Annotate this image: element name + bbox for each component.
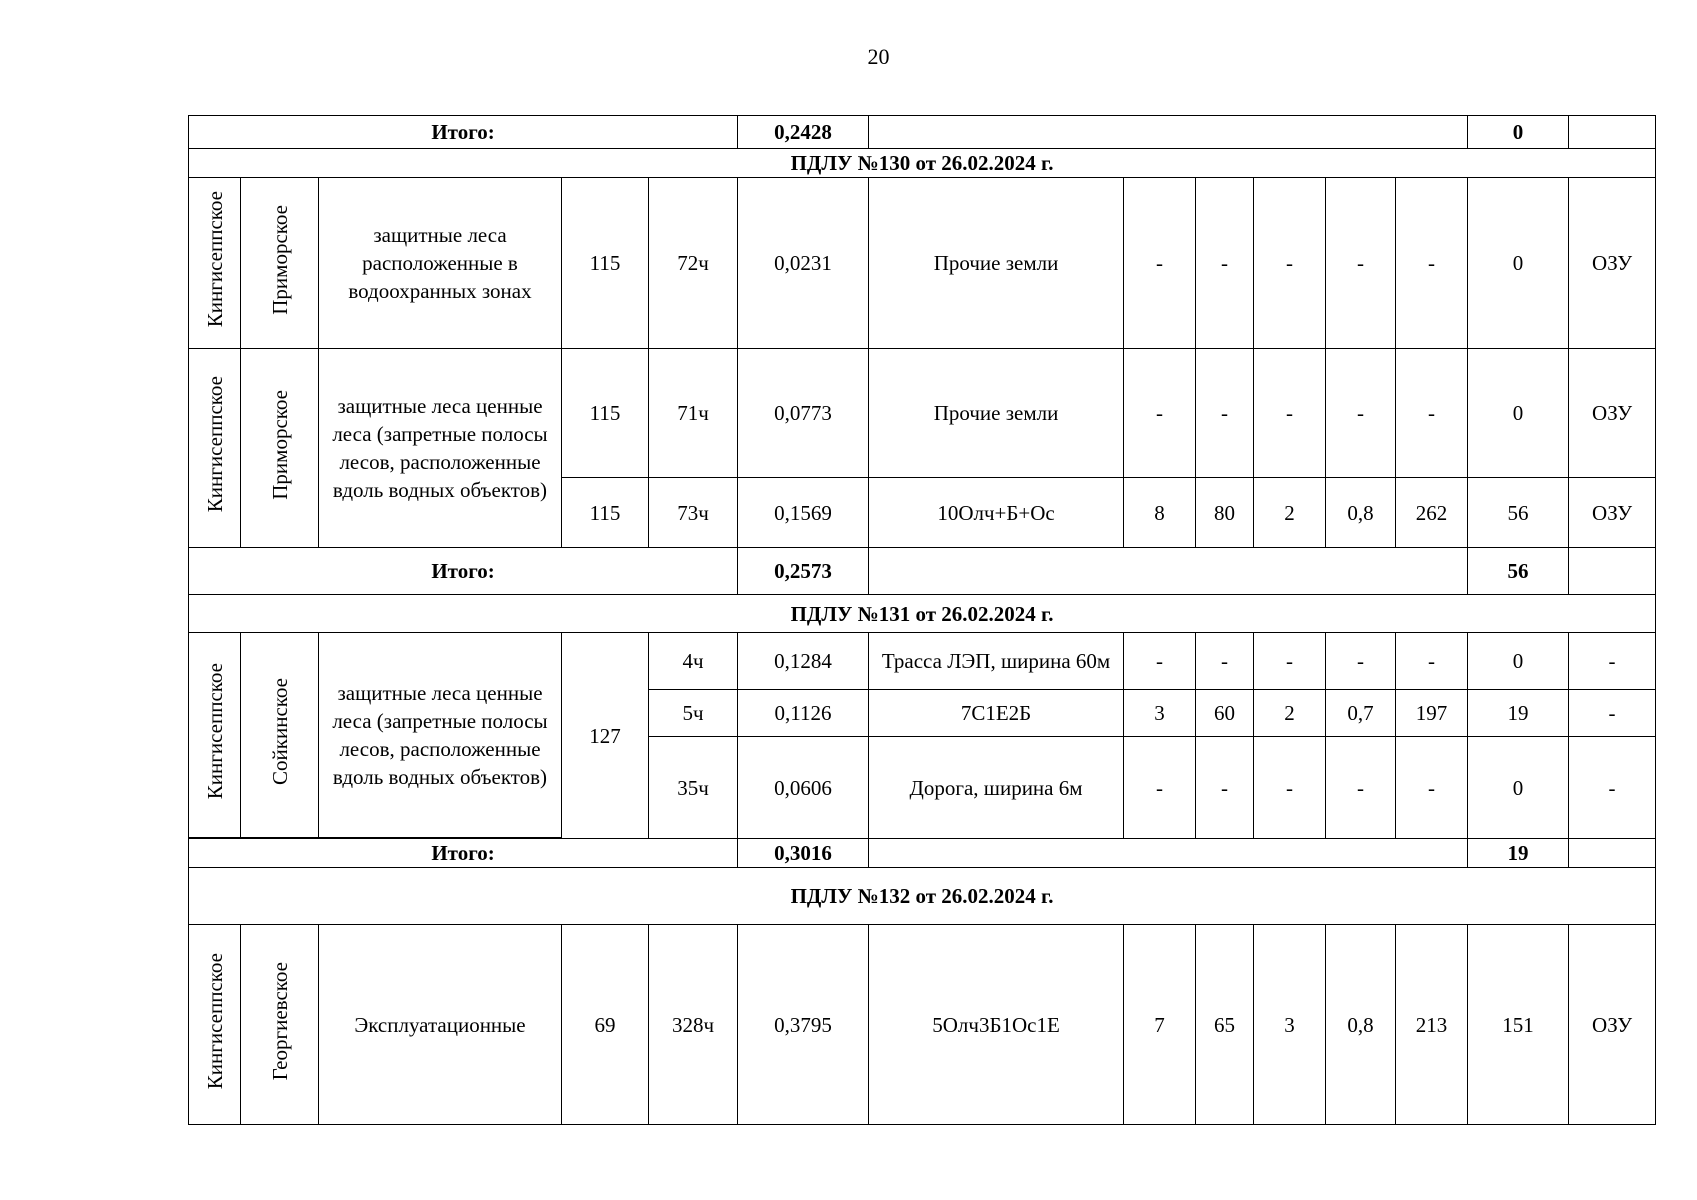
c3-cell: - (1254, 178, 1326, 349)
area-cell: 0,1569 (738, 478, 869, 548)
total-label: Итого: (189, 116, 738, 149)
table-row (189, 178, 1656, 349)
section-header-row (189, 868, 1656, 925)
c1-cell: 8 (1124, 478, 1196, 548)
quarter-cell: 127 (562, 633, 649, 839)
section-title: ПДЛУ №131 от 26.02.2024 г. (189, 595, 1656, 633)
section-title: ПДЛУ №130 от 26.02.2024 г. (189, 149, 1656, 178)
section-title: ПДЛУ №132 от 26.02.2024 г. (189, 868, 1656, 925)
c3-cell: - (1254, 737, 1326, 839)
c2-cell: - (1196, 349, 1254, 478)
volume-cell: 151 (1468, 925, 1569, 1125)
volume-cell: 0 (1468, 737, 1569, 839)
area-cell: 0,0606 (738, 737, 869, 839)
c4-cell: - (1326, 349, 1396, 478)
category-cell: защитные леса ценные леса (запретные полосы лесов, расположенные вдоль водных объектов) (319, 633, 562, 838)
total-volume: 56 (1468, 548, 1569, 595)
district-label: Кингисеппское (202, 663, 227, 800)
c2-cell: - (1196, 178, 1254, 349)
c3-cell: 2 (1254, 478, 1326, 548)
volume-cell: 0 (1468, 633, 1569, 690)
table-row (189, 925, 1656, 1125)
c5-cell: 197 (1396, 690, 1468, 737)
plot-cell: 71ч (649, 349, 738, 478)
c5-cell: - (1396, 178, 1468, 349)
district-label: Кингисеппское (202, 952, 227, 1090)
composition-cell: Прочие земли (869, 178, 1124, 349)
total-volume: 0 (1468, 116, 1569, 149)
category-cell: защитные леса расположенные в водоохранных зонах (319, 178, 562, 349)
volume-cell: 0 (1468, 178, 1569, 349)
c5-cell: - (1396, 737, 1468, 839)
c3-cell: 3 (1254, 925, 1326, 1125)
c2-cell: 60 (1196, 690, 1254, 737)
total-area: 0,2573 (738, 548, 869, 595)
forest-plots-table (188, 115, 1656, 1125)
c4-cell: 0,8 (1326, 925, 1396, 1125)
purpose-cell: - (1569, 633, 1656, 690)
section-header-row (189, 595, 1656, 633)
c1-cell: - (1124, 633, 1196, 690)
category-cell: защитные леса ценные леса (запретные полосы лесов, расположенные вдоль водных объектов) (319, 349, 562, 548)
c1-cell: 7 (1124, 925, 1196, 1125)
total-area: 0,3016 (738, 839, 869, 868)
purpose-cell: ОЗУ (1569, 349, 1656, 478)
c5-cell: 262 (1396, 478, 1468, 548)
purpose-cell: ОЗУ (1569, 478, 1656, 548)
c5-cell: - (1396, 633, 1468, 690)
forestry-label: Приморское (267, 389, 292, 500)
composition-cell: Трасса ЛЭП, ширина 60м (869, 633, 1124, 690)
c3-cell: - (1254, 633, 1326, 690)
forestry-label: Приморское (267, 204, 292, 315)
c4-cell: - (1326, 178, 1396, 349)
composition-cell: Прочие земли (869, 349, 1124, 478)
quarter-cell: 115 (562, 478, 649, 548)
volume-cell: 0 (1468, 349, 1569, 478)
composition-cell: 10Олч+Б+Ос (869, 478, 1124, 548)
purpose-cell: ОЗУ (1569, 178, 1656, 349)
total-row (189, 548, 1656, 595)
c4-cell: 0,7 (1326, 690, 1396, 737)
volume-cell: 56 (1468, 478, 1569, 548)
plot-cell: 4ч (649, 633, 738, 690)
area-cell: 0,1284 (738, 633, 869, 690)
total-volume: 19 (1468, 839, 1569, 868)
plot-cell: 328ч (649, 925, 738, 1125)
plot-cell: 35ч (649, 737, 738, 839)
total-area: 0,2428 (738, 116, 869, 149)
purpose-cell: - (1569, 737, 1656, 839)
c4-cell: 0,8 (1326, 478, 1396, 548)
c5-cell: 213 (1396, 925, 1468, 1125)
section-header-row (189, 149, 1656, 178)
district-label: Кингисеппское (202, 191, 227, 328)
c3-cell: 2 (1254, 690, 1326, 737)
total-label: Итого: (189, 839, 738, 868)
c2-cell: 65 (1196, 925, 1254, 1125)
district-label: Кингисеппское (202, 376, 227, 513)
total-row (189, 839, 1656, 868)
composition-cell: 7С1Е2Б (869, 690, 1124, 737)
quarter-cell: 115 (562, 349, 649, 478)
c1-cell: 3 (1124, 690, 1196, 737)
table-row (189, 633, 1656, 690)
quarter-cell: 69 (562, 925, 649, 1125)
forestry-label: Сойкинское (267, 678, 292, 785)
area-cell: 0,0231 (738, 178, 869, 349)
c4-cell: - (1326, 737, 1396, 839)
area-cell: 0,1126 (738, 690, 869, 737)
composition-cell: Дорога, ширина 6м (869, 737, 1124, 839)
c1-cell: - (1124, 349, 1196, 478)
plot-cell: 72ч (649, 178, 738, 349)
c2-cell: - (1196, 633, 1254, 690)
area-cell: 0,3795 (738, 925, 869, 1125)
total-label: Итого: (189, 548, 738, 595)
purpose-cell: ОЗУ (1569, 925, 1656, 1125)
quarter-cell: 115 (562, 178, 649, 349)
forestry-label: Георгиевское (267, 961, 292, 1081)
c2-cell: 80 (1196, 478, 1254, 548)
c4-cell: - (1326, 633, 1396, 690)
total-row (189, 116, 1656, 149)
plot-cell: 73ч (649, 478, 738, 548)
area-cell: 0,0773 (738, 349, 869, 478)
table-row (189, 349, 1656, 478)
page-number: 20 (867, 44, 890, 69)
plot-cell: 5ч (649, 690, 738, 737)
category-cell: Эксплуатационные (319, 925, 562, 1125)
c1-cell: - (1124, 737, 1196, 839)
c2-cell: - (1196, 737, 1254, 839)
c5-cell: - (1396, 349, 1468, 478)
composition-cell: 5Олч3Б1Ос1Е (869, 925, 1124, 1125)
purpose-cell: - (1569, 690, 1656, 737)
volume-cell: 19 (1468, 690, 1569, 737)
c3-cell: - (1254, 349, 1326, 478)
c1-cell: - (1124, 178, 1196, 349)
